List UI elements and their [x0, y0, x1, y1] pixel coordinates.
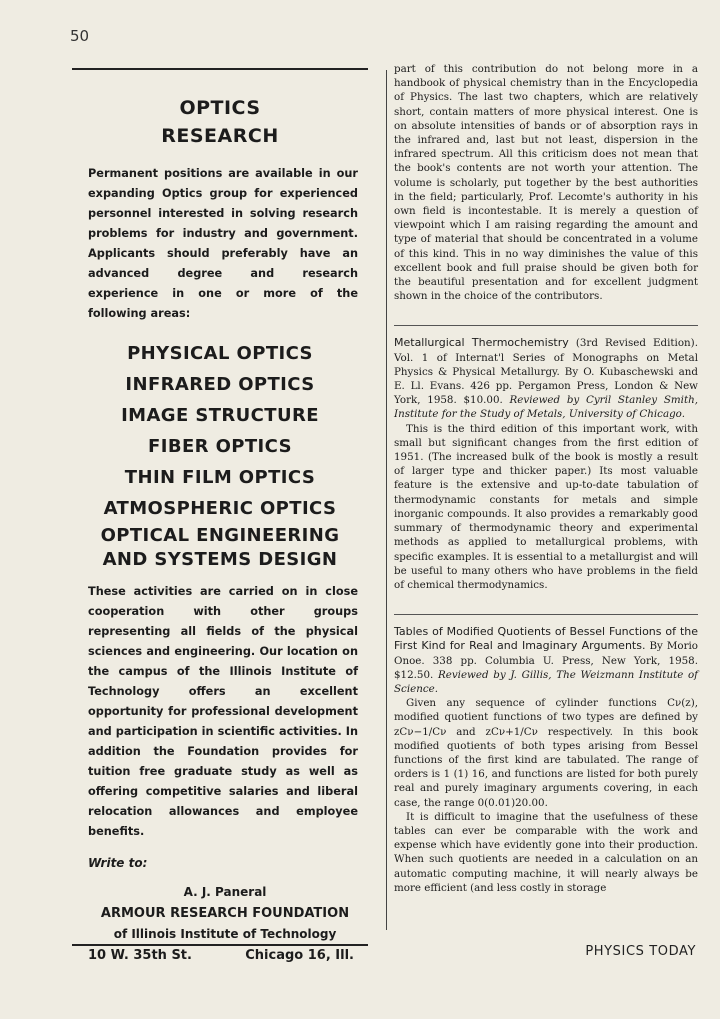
research-area: AND SYSTEMS DESIGN [102, 549, 338, 570]
research-area: THIN FILM OPTICS [124, 467, 316, 488]
contact-block [82, 882, 368, 945]
review-body: It is difficult to imagine that the usefulness of these tables can ever be comparable with the work and expense which have evidently gone into their production. When such quotients are needed in a calculation on an automatic computing machine, it will nearly always be more efficient (and less costly in storage [394, 810, 698, 894]
research-area: FIBER OPTICS [148, 436, 292, 457]
street-address: 10 W. 35th St. [88, 948, 192, 963]
research-area: IMAGE STRUCTURE [121, 405, 319, 426]
review-body: This is the third edition of this important work, with small but significant changes from the first edition of 1951. (The increased bulk of the book is mostly a result of larger type and thicker paper.) Its most valuable feature is the extensive and up-to-date tabulation of thermodynamic constants for metals and simple inorganic compounds. It also provides a remarkably good summary of thermodynamic theory and experimental methods as applied to metallurgical problems, with specific examples. It is essential to a metallurgist and will be useful to many others who have problems in the field of chemical thermodynamics. [394, 422, 698, 591]
section-rule [394, 614, 698, 615]
page-number: 50 [70, 27, 90, 45]
contact-name: A. J. Paneral [183, 885, 267, 899]
review-body: Given any sequence of cylinder functions Cν(z), modified quotient functions of two types are defined by zCν−1/Cν and zCν+1/Cν respectively. In this book modified quotients of both types arising from Bessel functions of the first kind are tabulated. The range of orders is 1 (1) 16, and functions are listed for both purely real and purely imaginary arguments covering, in each case, the range 0(0.01)20.00. [394, 697, 698, 809]
ad-intro: Permanent positions are available in our expanding Optics group for experienced personnel interested in solving research problems for industry and government. Applicants should preferably have an advanced degree and research experience in one or more of the following areas: [88, 167, 358, 320]
institute-name: of Illinois Institute of Technology [113, 927, 337, 941]
review-details: By Morio Onoe. 338 pp. Columbia U. Press, New York, 1958. $12.50. [394, 640, 698, 681]
review-details: (3rd Revised Edition). Vol. 1 of Internat'l Series of Monographs on Metal Physics & Physical Metallurgy. By O. Kubaschewski and E. Ll. Evans. 426 pp. Pergamon Press, London & New York, 1958. $10.00. [394, 337, 698, 407]
section-rule [394, 325, 698, 326]
ad-body: These activities are carried on in close cooperation with other groups representing all fields of the physical sciences and engineering. Our location on the campus of the Illinois Institute of Technology offers an excellent opportunity for professional development and participation in scientific activities. In addition the Foundation provides for tuition free graduate study as well as offering competitive salaries and liberal relocation allowances and employee benefits. [88, 585, 358, 838]
journal-footer: PHYSICS TODAY [585, 944, 696, 959]
write-to-label: Write to: [88, 856, 148, 870]
research-area: PHYSICAL OPTICS [127, 343, 313, 364]
review-header [394, 336, 698, 421]
address-line [88, 945, 354, 966]
review-title: Tables of Modified Quotients of Bessel Functions of the First Kind for Real and Imaginary Arguments. [394, 625, 698, 653]
optics-research-ad [72, 68, 368, 963]
review-header [394, 625, 698, 696]
review-title: Metallurgical Thermochemistry [394, 336, 569, 350]
review-byline: Reviewed by Cyril Stanley Smith, Institute for the Study of Metals, University of Chicago. [394, 394, 698, 421]
research-area: OPTICAL ENGINEERING [100, 525, 340, 546]
column-divider [386, 70, 387, 930]
reviews-column [394, 62, 698, 895]
ad-title-line2: RESEARCH [161, 125, 279, 147]
continuation-paragraph: part of this contribution do not belong more in a handbook of physical chemistry than in the Encyclopedia of Physics. The last two chapters, which are relatively short, contain matters of more physical interest. One is on absolute intensities of bands or of absorption rays in the infrared and, last but not least, dispersion in the infrared spectrum. All this criticism does not mean that the book's contents are not worth your attention. The volume is scholarly, put together by the best authorities in the field; particularly, Prof. Lecomte's authority in his own field is incontestable. It is merely a question of viewpoint which I am raising regarding the amount and type of material that should be concentrated in a volume of this kind. This in no way diminishes the value of this excellent book and full praise should be given both for the beautiful presentation and for excellent judgment shown in the choice of the contributors. [394, 63, 698, 303]
foundation-name: ARMOUR RESEARCH FOUNDATION [100, 906, 350, 921]
research-area: ATMOSPHERIC OPTICS [103, 498, 337, 519]
city-address: Chicago 16, Ill. [245, 948, 354, 963]
ad-title-line1: OPTICS [179, 97, 261, 119]
research-areas-list [72, 338, 368, 572]
ad-title [72, 94, 368, 150]
research-area: INFRARED OPTICS [125, 374, 315, 395]
review-byline: Reviewed by J. Gillis, The Weizmann Institute of Science. [394, 668, 698, 695]
